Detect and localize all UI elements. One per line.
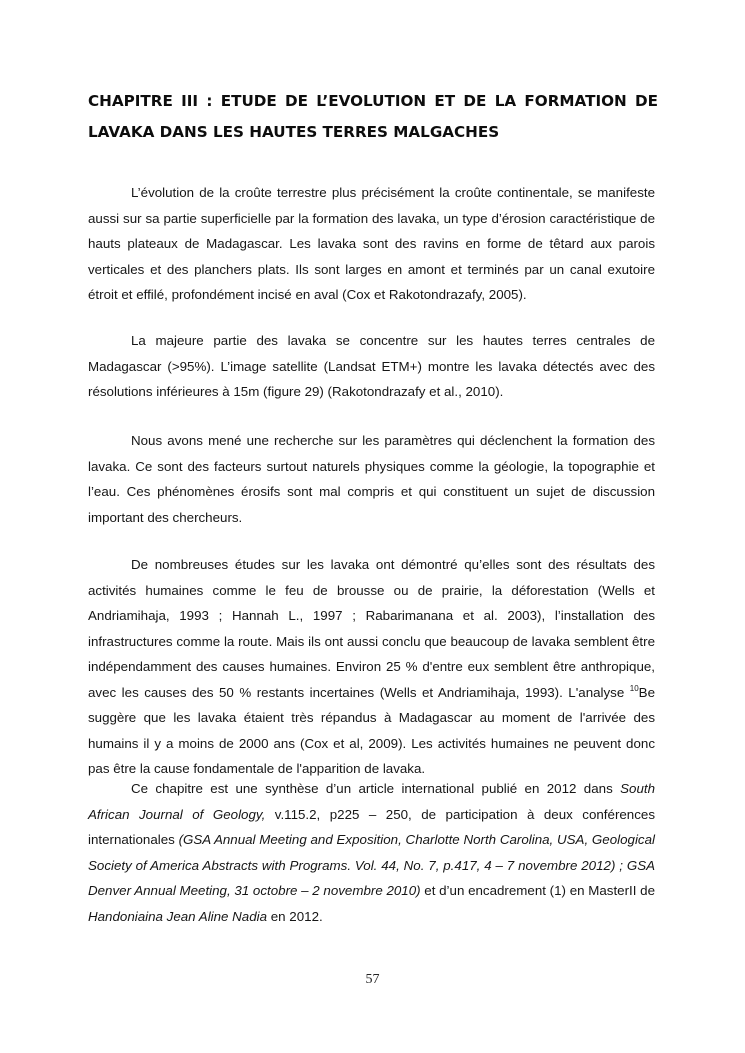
journal-name: South African Journal of Geology, — [88, 781, 655, 822]
paragraph-lavaka-distribution: La majeure partie des lavaka se concentre sur les hautes terres centrales de Madagascar (>95%). L’image satellite (Landsat ETM+) montre les lavaka détectés avec des résolutions inférieures à 15m (figure 29) (Rakotondrazafy et al., 2010). — [88, 333, 655, 399]
isotope-superscript: 10 — [629, 683, 639, 693]
text-run: et d’un encadrement (1) en MasterII de — [420, 883, 655, 898]
chapter-heading: CHAPITRE III : ETUDE DE L’EVOLUTION ET DE LA FORMATION DE LAVAKA DANS LES HAUTES TERRES MALGACHES — [88, 92, 658, 141]
paragraph-human-activities — [88, 552, 655, 782]
text-run: en 2012. — [267, 908, 323, 924]
page-number: 57 — [365, 972, 380, 987]
conference-list: (GSA Annual Meeting and Exposition, Charlotte North Carolina, USA, Geological Society of America Abstracts with Programs. Vol. 44, No. 7, p.417, 4 – 7 novembre 2012) ; GSA Denver Annual Meeting, 31 octobre – 2 novembre 2010) — [88, 832, 655, 898]
paragraph-chapter-synthesis — [88, 776, 655, 929]
text-run: v.115.2, p225 – 250, de participation à deux conférences internationales — [88, 806, 655, 847]
text-run: Ce chapitre est une synthèse d’un article international publié en 2012 dans — [131, 781, 621, 796]
paragraph-lavaka-definition: L’évolution de la croûte terrestre plus précisément la croûte continentale, se manifeste aussi sur sa partie superficielle par la formation des lavaka, un type d’érosion caractéristique de hauts plateaux de Madagascar. Les lavaka sont des ravins en forme de têtard aux parois verticales et des planchers plats. Ils sont larges en amont et terminés par un canal exutoire étroit et effilé, profondément incisé en aval (Cox et Rakotondrazafy, 2005). — [88, 185, 655, 302]
text-run: De nombreuses études sur les lavaka ont démontré qu’elles sont des résultats des activités humaines comme le feu de brousse ou de prairie, la déforestation (Wells et Andriamihaja, 1993 ; Hannah L., 1997 ; Rabarimanana et al. 2003), l’installation des infrastructures comme la route. Mais ils ont aussi conclu que beaucoup de lavaka semblent être indépendamment des causes humaines. Environ 25 % d'entre eux semblent être anthropique, avec les causes des 50 % restants incertaines (Wells et Andriamihaja, 1993). L'analyse — [88, 557, 655, 700]
student-name: Handoniaina Jean Aline Nadia — [88, 908, 268, 924]
paragraph-research-parameters: Nous avons mené une recherche sur les paramètres qui déclenchent la formation des lavaka. Ce sont des facteurs surtout naturels physiques comme la géologie, la topographie et l’eau. Ces phénomènes érosifs sont mal compris et qui constituent un sujet de discussion important des chercheurs. — [88, 433, 655, 525]
text-run: Be suggère que les lavaka étaient très répandus à Madagascar au moment de l'arrivée des humains il y a moins de 2000 ans (Cox et al, 2009). Les activités humaines ne peuvent donc pas être la cause fondamentale de l'apparition de lavaka. — [88, 684, 655, 776]
